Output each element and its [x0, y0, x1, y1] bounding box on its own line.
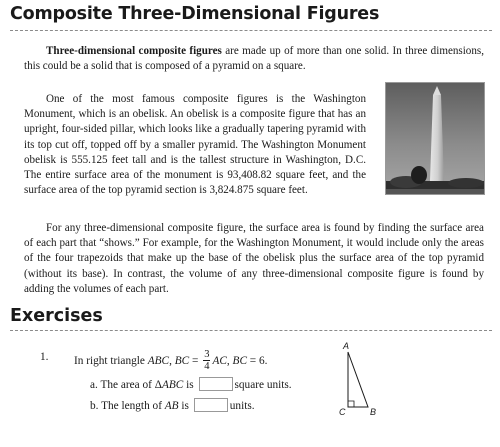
answer-box-area[interactable] [199, 377, 233, 391]
part-b-is: is [178, 400, 192, 412]
exercise-1b [90, 398, 255, 413]
answer-box-length[interactable] [194, 398, 228, 412]
part-a-prefix: a. The area of Δ [90, 379, 162, 391]
key-term: Three-dimensional composite figures [46, 45, 222, 57]
title-divider [10, 30, 492, 31]
vertex-a-label: A [343, 341, 350, 351]
exercise-number: 1. [40, 351, 49, 363]
part-a-is: is [183, 379, 197, 391]
fraction [203, 349, 210, 372]
exercise-1a [90, 377, 292, 392]
fraction-numerator: 3 [204, 349, 210, 360]
side-bc-2: BC [232, 355, 247, 368]
right-angle-mark [348, 401, 354, 407]
vertex-c-label: C [339, 407, 346, 417]
part-a-suffix: square units. [234, 379, 292, 391]
part-a-triangle: ABC [161, 379, 184, 391]
monument-image [386, 83, 485, 195]
triangle-outline [348, 352, 368, 407]
part-b-prefix: b. The length of [90, 400, 165, 412]
part-b-suffix: units. [229, 400, 255, 412]
page-title: Composite Three-Dimensional Figures [10, 4, 380, 24]
prompt-sep: , [169, 355, 175, 368]
prompt-eq-2: = 6. [246, 355, 268, 368]
monument-paragraph: One of the most famous composite figures is the Washington Monument, which is an obelisk. An obelisk is a composite figure that has an upright, four-sided pillar, which looks like a gradually tapering pyramid with its top cut off, topped off by a smaller pyramid. The Washington Monument obelisk is 555.125 feet tall and is the tallest structure in Washington, D.C. The entire surface area of the monument is 93,408.82 square feet, and the surface area of the top pyramid section is 3,824.875 square feet. [24, 93, 366, 197]
side-bc: BC [174, 355, 190, 368]
vertex-b-label: B [370, 407, 377, 417]
surface-area-paragraph: For any three-dimensional composite figure, the surface area is found by finding the surface area of each part that “shows.” For example, for the Washington Monument, it would include only the areas of the four trapezoids that make up the base of the obelisk plus the surface area of the top pyramid (without its base). In contrast, the volume of any three-dimensional composite figure is found by adding the volumes of each part. [24, 222, 484, 295]
intro-text: are made up of more than one solid. In three dimensions, this could be a solid that is composed of a pyramid on a square. [24, 45, 484, 73]
side-ac: AC [212, 355, 227, 368]
right-triangle-diagram [330, 340, 390, 420]
exercise-1-prompt [74, 350, 267, 373]
intro-paragraph [24, 44, 484, 74]
exercises-divider [10, 330, 492, 331]
prompt-lead: In right triangle [74, 355, 148, 368]
prompt-sep-2: , [226, 355, 233, 368]
exercises-heading: Exercises [10, 306, 103, 326]
part-b-segment: AB [164, 400, 179, 412]
triangle-name: ABC [147, 355, 170, 368]
fraction-denominator: 4 [204, 361, 210, 372]
prompt-eq: = [189, 355, 202, 368]
washington-monument-photo [385, 82, 485, 195]
